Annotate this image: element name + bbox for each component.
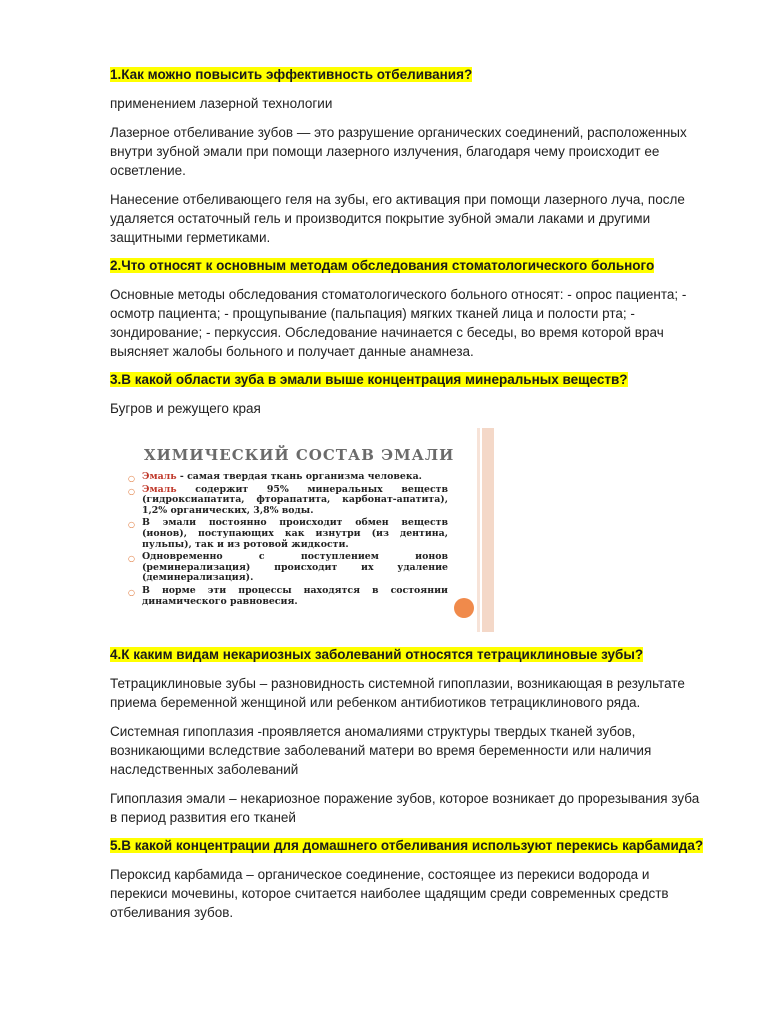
answer-2-paragraph-1: Основные методы обследования стоматологического больного относят: - опрос пациента; - осмотр пациента; - прощупывание (пальпация) мягких тканей лица и полости рта; - зондирование; - перкуссия. Обследование начинается с беседы, во время которой врач выясняет жалобы больного и получает данные анамнеза. bbox=[110, 287, 687, 359]
slide-orange-dot-icon bbox=[454, 598, 474, 618]
answer-4-paragraph-2: Системная гипоплазия -проявляется аномалиями структуры твердых тканей зубов, возникающими вследствие заболеваний матери во время беременности или наличия наследственных заболеваний bbox=[110, 724, 652, 777]
question-5: 5.В какой концентрации для домашнего отбеливания используют перекись карбамида? bbox=[110, 838, 704, 853]
section-4 bbox=[110, 646, 710, 827]
slide-decor-band bbox=[482, 428, 494, 632]
question-3: 3.В какой области зуба в эмали выше концентрация минеральных веществ? bbox=[110, 372, 628, 387]
bullet-circle-icon: ○ bbox=[128, 519, 135, 530]
section-5 bbox=[110, 837, 710, 922]
answer-1-short: применением лазерной технологии bbox=[110, 96, 333, 111]
slide-bullet-item: ○ Эмаль - самая твердая ткань организма человека. bbox=[128, 471, 422, 483]
slide-bullet-item: ○ Эмаль содержит 95% минеральных веществ (гидроксиапатита, фторапатита, карбонат-апатита), 1,2% органических, 3,8% воды. bbox=[128, 483, 448, 516]
answer-4-paragraph-1: Тетрациклиновые зубы – разновидность системной гипоплазии, возникающая в результате приема беременной женщиной или ребенком антибиотиков тетрациклинового ряда. bbox=[110, 676, 685, 710]
enamel-composition-slide bbox=[110, 428, 494, 632]
bullet-circle-icon: ○ bbox=[128, 586, 135, 597]
answer-1-paragraph-2: Лазерное отбеливание зубов — это разрушение органических соединений, расположенных внутри зубной эмали при помощи лазерного излучения, благодаря чему происходит ее осветление. bbox=[110, 125, 687, 178]
answer-3-paragraph-1: Бугров и режущего края bbox=[110, 401, 261, 416]
question-4: 4.К каким видам некариозных заболеваний относятся тетрациклиновые зубы? bbox=[110, 647, 644, 662]
document-page bbox=[110, 66, 710, 932]
bullet-circle-icon: ○ bbox=[128, 553, 135, 564]
question-1: 1.Как можно повысить эффективность отбеливания? bbox=[110, 67, 473, 82]
answer-5-paragraph-1: Пероксид карбамида – органическое соединение, состоящее из перекиси водорода и перекиси мочевины, которое считается наиболее щадящим среди современных средств отбеливания зубов. bbox=[110, 867, 669, 920]
section-2 bbox=[110, 257, 710, 361]
section-1 bbox=[110, 66, 710, 247]
slide-bullet-list bbox=[128, 472, 448, 609]
slide-bullet-item: ○ Одновременно с поступлением ионов (реминерализация) происходит их удаление (деминерализация). bbox=[128, 551, 448, 584]
slide-bullet-item: ○ В норме эти процессы находятся в состоянии динамического равновесия. bbox=[128, 584, 448, 607]
slide-bullet-item: ○ В эмали постоянно происходит обмен веществ (ионов), поступающих как изнутри (из дентина, пульпы), так и из ротовой жидкости. bbox=[128, 517, 448, 550]
slide-title: ХИМИЧЕСКИЙ СОСТАВ ЭМАЛИ bbox=[144, 446, 455, 464]
question-2: 2.Что относят к основным методам обследования стоматологического больного bbox=[110, 258, 655, 273]
answer-1-paragraph-3: Нанесение отбеливающего геля на зубы, его активация при помощи лазерного луча, после удаляется остаточный гель и производится покрытие зубной эмали лаками и другими защитными герметиками. bbox=[110, 192, 685, 245]
bullet-circle-icon: ○ bbox=[128, 473, 135, 483]
slide-decor-stripe bbox=[477, 428, 480, 632]
section-3 bbox=[110, 371, 710, 632]
answer-4-paragraph-3: Гипоплазия эмали – некариозное поражение зубов, которое возникает до прорезывания зуба в период развития его тканей bbox=[110, 791, 700, 825]
bullet-circle-icon: ○ bbox=[128, 485, 135, 496]
